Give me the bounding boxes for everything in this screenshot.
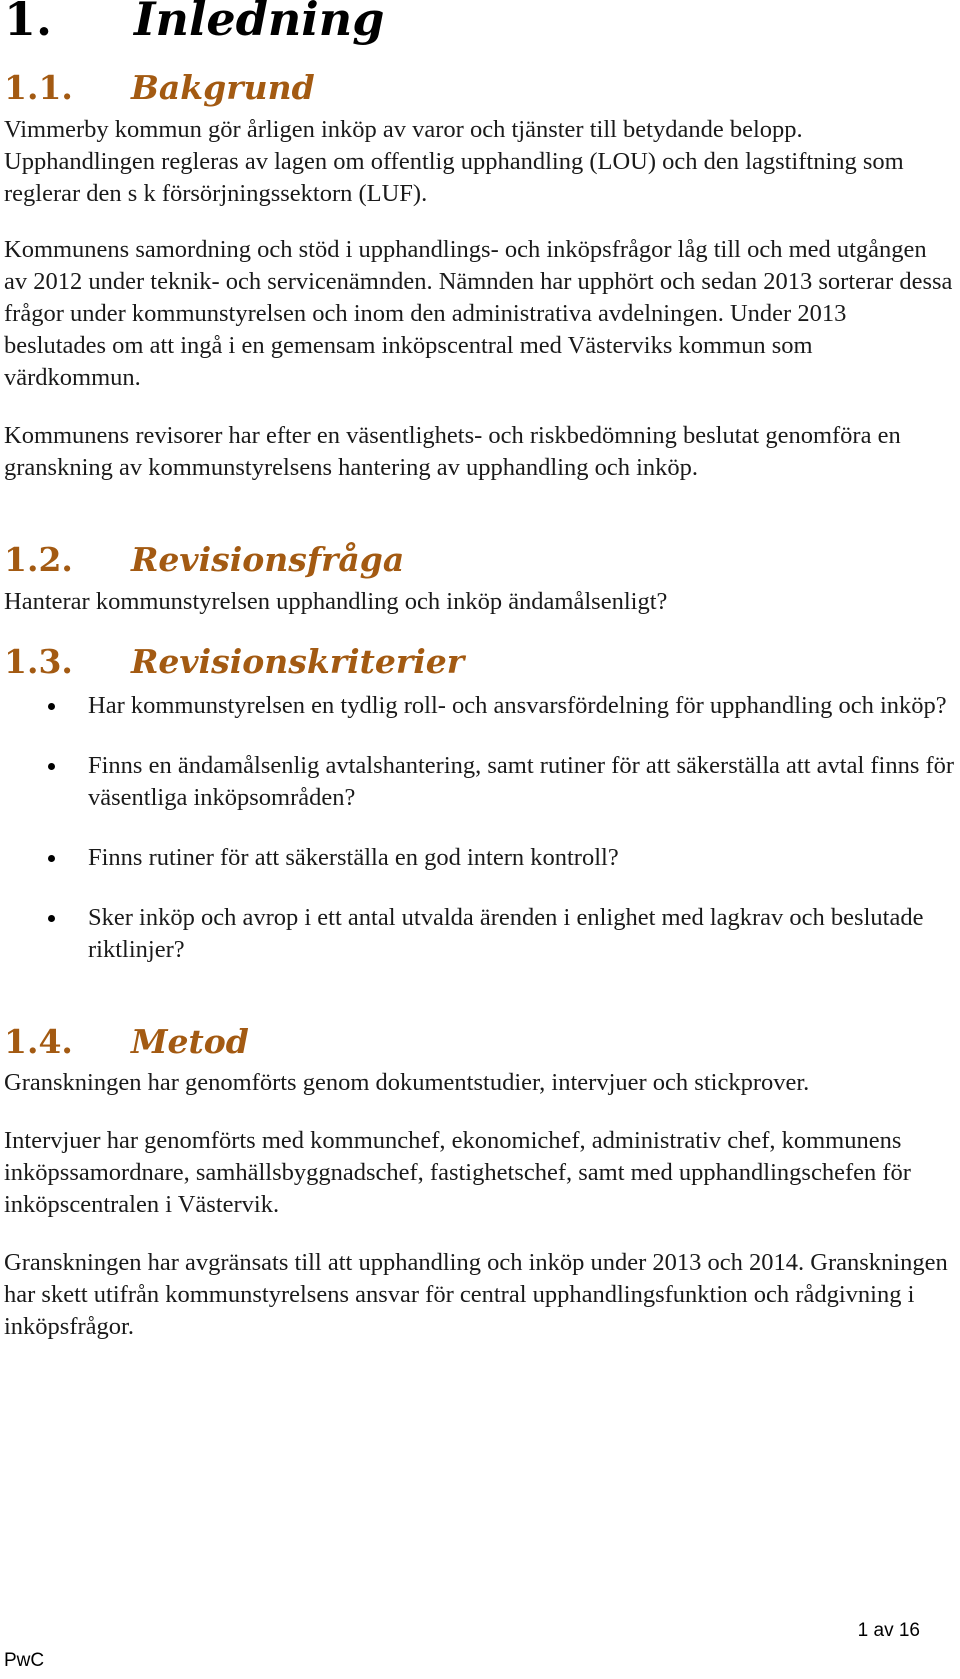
- section-heading-bakgrund: [4, 68, 315, 107]
- section-title: Revisionsfråga: [131, 540, 405, 579]
- list-item-text: Har kommunstyrelsen en tydlig roll- och ansvarsfördelning för upphandling och inköp?: [88, 692, 947, 719]
- section-heading-revisionskriterier: [4, 642, 464, 681]
- section-heading-revisionsfraga: [4, 540, 404, 579]
- section-number: 1.2.: [4, 540, 73, 579]
- paragraph: Granskningen har avgränsats till att upphandling och inköp under 2013 och 2014. Granskningen har skett utifrån kommunstyrelsens ansvar för central upphandlingsfunktion och rådgivning i inköpsfrågor.: [4, 1249, 948, 1340]
- paragraph: Granskningen har genomförts genom dokumentstudier, intervjuer och stickprover.: [4, 1069, 810, 1096]
- list-item: [4, 690, 958, 722]
- section-title: Bakgrund: [131, 68, 315, 107]
- section-title: Revisionskriterier: [131, 642, 465, 681]
- list-item: [4, 842, 958, 874]
- section-number: 1.1.: [4, 68, 73, 107]
- page-number: 1 av 16: [857, 1620, 920, 1641]
- list-item-text: Sker inköp och avrop i ett antal utvalda ärenden i enlighet med lagkrav och beslutade riktlinjer?: [88, 904, 924, 963]
- bullet-icon: [48, 763, 55, 770]
- section-title: Metod: [131, 1022, 249, 1061]
- criteria-list: [4, 690, 954, 966]
- bullet-icon: [48, 915, 55, 922]
- chapter-title: Inledning: [134, 0, 385, 46]
- list-item: [4, 750, 958, 814]
- paragraph: Intervjuer har genomförts med kommunchef, ekonomichef, administrativ chef, kommunens inköpssamordnare, samhällsbyggnadschef, fastighetschef, samt med upphandlingschefen för inköpscentralen i Västervik.: [4, 1127, 911, 1218]
- chapter-heading: [4, 0, 384, 46]
- paragraph: Vimmerby kommun gör årligen inköp av varor och tjänster till betydande belopp. Upphandlingen regleras av lagen om offentlig upphandling (LOU) och den lagstiftning som reglerar den s k försörjningssektorn (LUF).: [4, 116, 904, 207]
- bullet-icon: [48, 855, 55, 862]
- footer-brand: PwC: [4, 1650, 45, 1671]
- paragraph: Kommunens revisorer har efter en väsentlighets- och riskbedömning beslutat genomföra en granskning av kommunstyrelsens hantering av upphandling och inköp.: [4, 422, 901, 481]
- section-number: 1.4.: [4, 1022, 73, 1061]
- bullet-icon: [48, 703, 55, 710]
- list-item-text: Finns rutiner för att säkerställa en god intern kontroll?: [88, 844, 619, 871]
- paragraph: Hanterar kommunstyrelsen upphandling och inköp ändamålsenligt?: [4, 588, 668, 615]
- section-heading-metod: [4, 1022, 249, 1061]
- paragraph: Kommunens samordning och stöd i upphandlings- och inköpsfrågor låg till och med utgången av 2012 under teknik- och servicenämnden. Nämnden har upphört och sedan 2013 sorterar dessa frågor under kommunstyrelsen och inom den administrativa avdelningen. Under 2013 beslutades om att ingå i en gemensam inköpscentral med Västerviks kommun som värdkommun.: [4, 236, 953, 391]
- list-item: [4, 902, 958, 966]
- section-number: 1.3.: [4, 642, 73, 681]
- chapter-number: 1.: [4, 0, 53, 46]
- list-item-text: Finns en ändamålsenlig avtalshantering, samt rutiner för att säkerställa att avtal finns för väsentliga inköpsområden?: [88, 752, 955, 811]
